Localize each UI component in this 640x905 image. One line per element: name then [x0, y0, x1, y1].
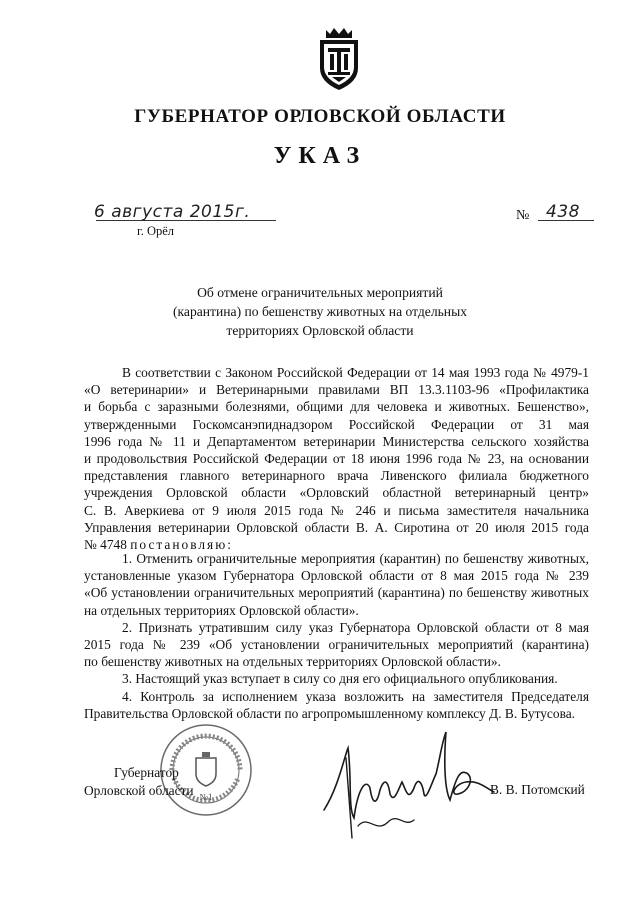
number-label: №: [516, 208, 530, 223]
subject-line: (карантина) по бешенству животных на отдельных: [172, 304, 468, 319]
preamble-line: утвержденными Госкомсанэпиднадзором Российской Федерации от 31 мая: [84, 416, 589, 432]
preamble-line: № 4748: [84, 536, 127, 552]
item-4-line: Правительства Орловской области по агропромышленному комплексу Д. В. Бутусова.: [84, 705, 576, 721]
coat-of-arms-emblem: [316, 24, 362, 94]
preamble-line: и борьба с заразными болезнями, общими для человека и животных. Бешенство»,: [84, 399, 589, 415]
city-label: г. Орёл: [137, 224, 175, 238]
decree-word: постановляю:: [130, 536, 233, 552]
item-4-line: 4. Контроль за исполнением указа возложить на заместителя Председателя: [122, 688, 589, 704]
signatory-name: В. В. Потомский: [490, 782, 585, 797]
item-1-line: установленные указом Губернатора Орловской области от 8 мая 2015 года № 239: [84, 568, 589, 584]
decree-items: [84, 550, 589, 722]
handwritten-date: 6 августа 2015г.: [94, 202, 251, 222]
handwritten-number: 438: [546, 202, 580, 222]
subject-line: Об отмене ограничительных мероприятий: [197, 285, 443, 300]
seal-number: №1: [199, 792, 213, 802]
item-2-line: 2. Признать утратившим силу указ Губернатора Орловской области от 8 мая: [122, 619, 589, 635]
preamble-line: Управления ветеринарии Орловской области В. А. Сиротина от 20 июля 2015 года: [84, 519, 589, 535]
signatory-title: [84, 764, 194, 799]
preamble-line: В соответствии с Законом Российской Федерации от 14 мая 1993 года № 4979-1: [122, 365, 589, 380]
preamble-line: учреждения Орловской области «Орловский областной ветеринарный центр»: [84, 485, 589, 501]
signatory-title-line2: Орловской области: [84, 782, 194, 798]
item-2-line: по бешенству животных на отдельных территориях Орловской области».: [84, 654, 501, 670]
preamble-line: «О ветеринарии» и Ветеринарными правилами ВП 13.3.1103-96 «Профилактика: [84, 382, 589, 398]
preamble-line: и продовольствия Российской Федерации от 18 июня 1996 года № 23, на основании: [84, 450, 589, 466]
preamble-paragraph: [84, 364, 589, 553]
document-type-title: УКАЗ: [273, 143, 367, 169]
item-1-line: 1. Отменить ограничительные мероприятия (карантин) по бешенству животных,: [122, 551, 589, 566]
decree-subject: [150, 283, 490, 340]
issuing-authority-title: ГУБЕРНАТОР ОРЛОВСКОЙ ОБЛАСТИ: [134, 106, 506, 127]
handwritten-signature: [318, 718, 498, 842]
preamble-line: С. В. Аверкиева от 9 июля 2015 года № 246 и письма заместителя начальника: [84, 502, 589, 518]
signatory-title-line1: Губернатор: [114, 765, 179, 780]
preamble-line: 1996 года № 11 и Департаментом ветеринарии Министерства сельского хозяйства: [84, 433, 589, 449]
item-2-line: 2015 года № 239 «Об установлении ограничительных мероприятий (карантина): [84, 636, 589, 652]
item-3-line: 3. Настоящий указ вступает в силу со дня его официального опубликования.: [122, 671, 558, 687]
preamble-line: представления главного ветеринарного врача Ливенского филиала бюджетного: [84, 468, 589, 484]
subject-line: территориях Орловской области: [226, 323, 414, 338]
item-1-line: на отдельных территориях Орловской области».: [84, 602, 359, 618]
item-1-line: «Об установлении ограничительных мероприятий (карантина) по бешенству животных: [84, 585, 589, 601]
